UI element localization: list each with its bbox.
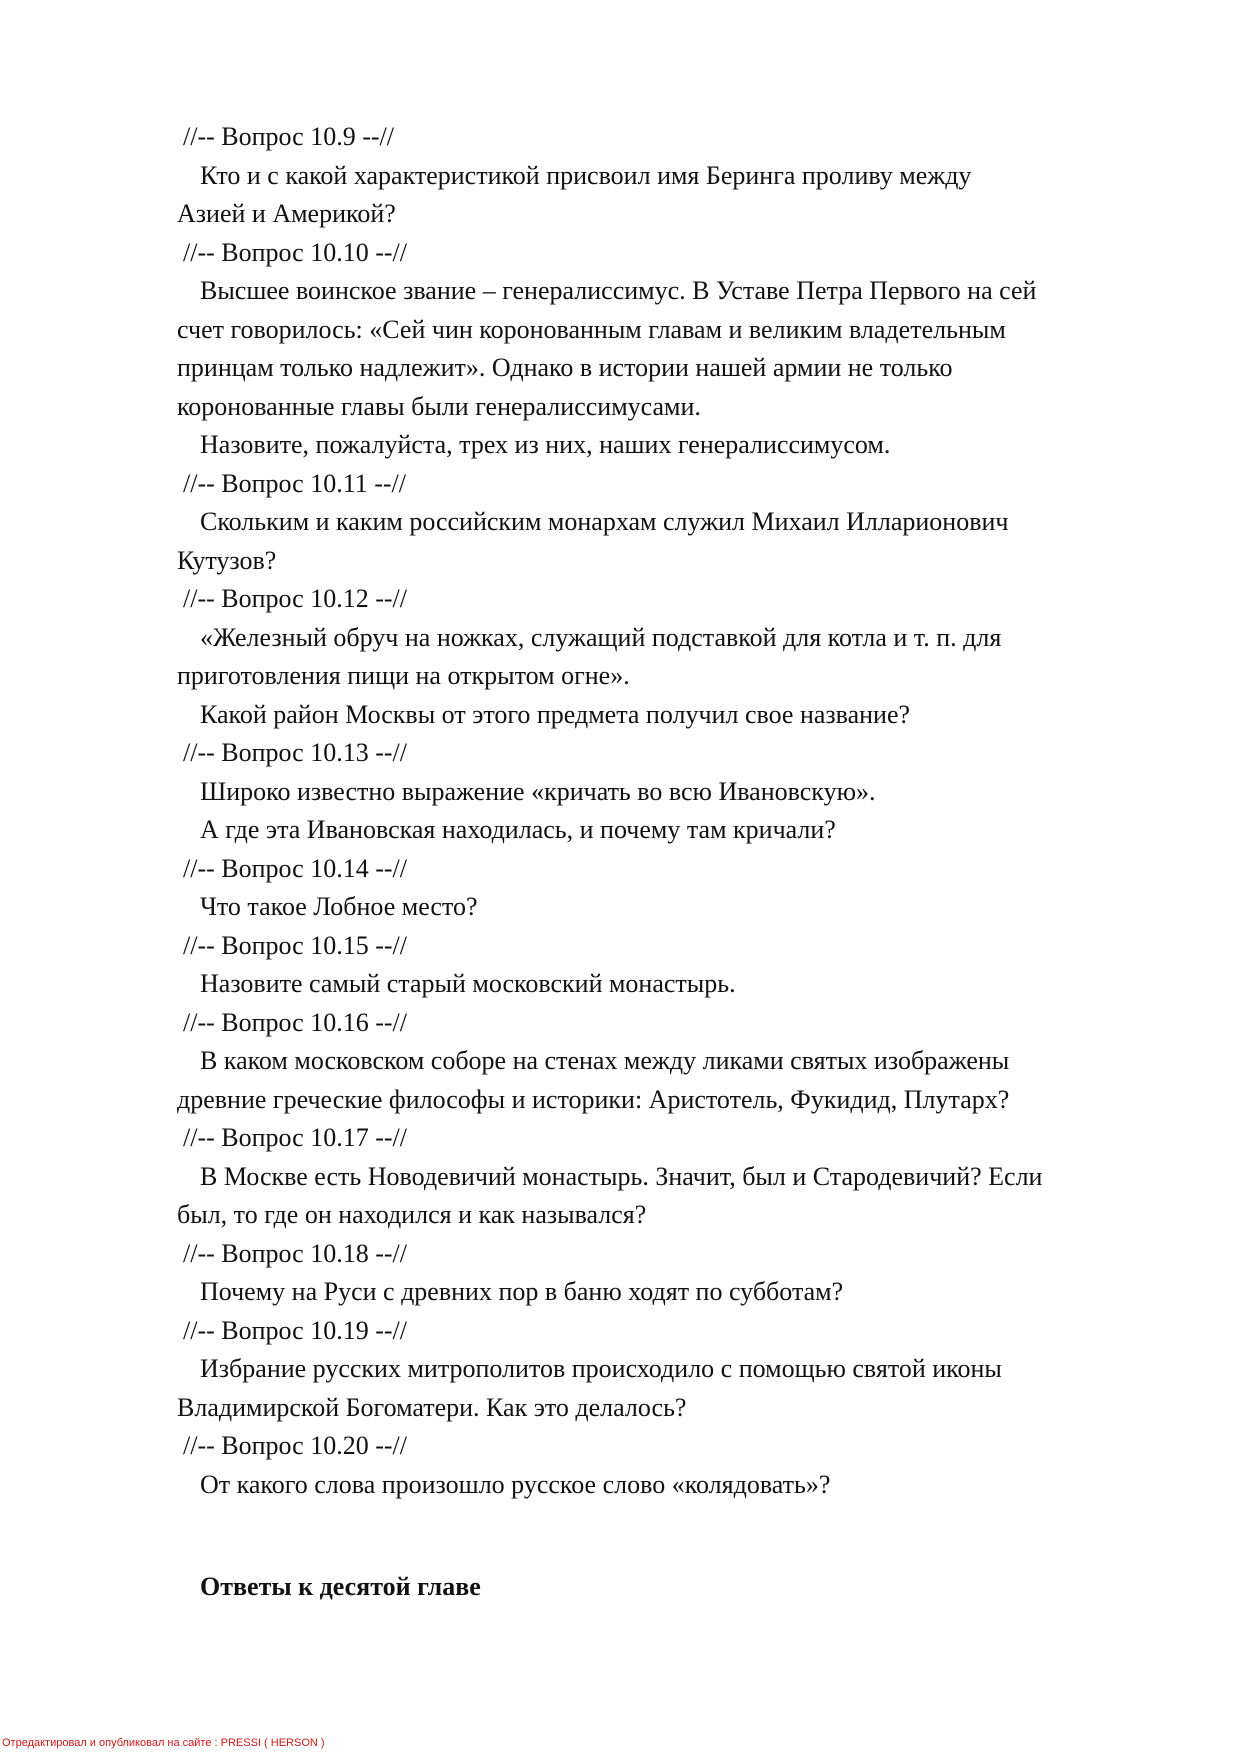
question-text: Широко известно выражение «кричать во всю Ивановскую». <box>200 777 876 806</box>
question-header: //-- Вопрос 10.13 --// <box>183 738 407 767</box>
editor-credit-footer: Отредактировал и опубликовал на сайте : PRESSI ( HERSON ) <box>2 1737 325 1749</box>
question-text: Назовите самый старый московский монастырь. <box>200 969 736 998</box>
question-header: //-- Вопрос 10.16 --// <box>183 1008 407 1037</box>
question-text: А где эта Ивановская находилась, и почему там кричали? <box>200 815 836 844</box>
question-header: //-- Вопрос 10.15 --// <box>183 931 407 960</box>
question-header: //-- Вопрос 10.10 --// <box>183 238 407 267</box>
question-header: //-- Вопрос 10.12 --// <box>183 584 407 613</box>
question-text: приготовления пищи на открытом огне». <box>177 661 630 690</box>
question-text: В каком московском соборе на стенах между ликами святых изображены <box>200 1046 1010 1075</box>
question-text: Азией и Америкой? <box>177 199 396 228</box>
question-text: был, то где он находился и как назывался? <box>177 1200 647 1229</box>
question-text: Избрание русских митрополитов происходило с помощью святой иконы <box>200 1354 1002 1383</box>
question-text: Владимирской Богоматери. Как это делалось? <box>177 1393 687 1422</box>
question-header: //-- Вопрос 10.11 --// <box>183 469 407 498</box>
question-text: Скольким и каким российским монархам служил Михаил Илларионович <box>200 507 1009 536</box>
question-text: Кутузов? <box>177 546 277 575</box>
question-text: счет говорилось: «Сей чин коронованным главам и великим владетельным <box>177 315 1006 344</box>
question-header: //-- Вопрос 10.9 --// <box>183 122 394 151</box>
question-text: Что такое Лобное место? <box>200 892 478 921</box>
question-header: //-- Вопрос 10.19 --// <box>183 1316 407 1345</box>
question-text: коронованные главы были генералиссимусами. <box>177 392 701 421</box>
question-text: Какой район Москвы от этого предмета получил свое название? <box>200 700 911 729</box>
question-text: В Москве есть Новодевичий монастырь. Значит, был и Стародевичий? Если <box>200 1162 1043 1191</box>
question-text: древние греческие философы и историки: Аристотель, Фукидид, Плутарх? <box>177 1085 1010 1114</box>
question-header: //-- Вопрос 10.18 --// <box>183 1239 407 1268</box>
question-text: принцам только надлежит». Однако в истории нашей армии не только <box>177 353 953 382</box>
question-header: //-- Вопрос 10.17 --// <box>183 1123 407 1152</box>
question-header: //-- Вопрос 10.14 --// <box>183 854 407 883</box>
question-header: //-- Вопрос 10.20 --// <box>183 1431 407 1460</box>
section-heading: Ответы к десятой главе <box>200 1572 481 1601</box>
question-text: Высшее воинское звание – генералиссимус. В Уставе Петра Первого на сей <box>200 276 1037 305</box>
question-text: Кто и с какой характеристикой присвоил имя Беринга проливу между <box>200 161 972 190</box>
question-text: Назовите, пожалуйста, трех из них, наших генералиссимусом. <box>200 430 891 459</box>
question-text: От какого слова произошло русское слово «колядовать»? <box>200 1470 831 1499</box>
question-text: «Железный обруч на ножках, служащий подставкой для котла и т. п. для <box>200 623 1002 652</box>
question-text: Почему на Руси с древних пор в баню ходят по субботам? <box>200 1277 844 1306</box>
